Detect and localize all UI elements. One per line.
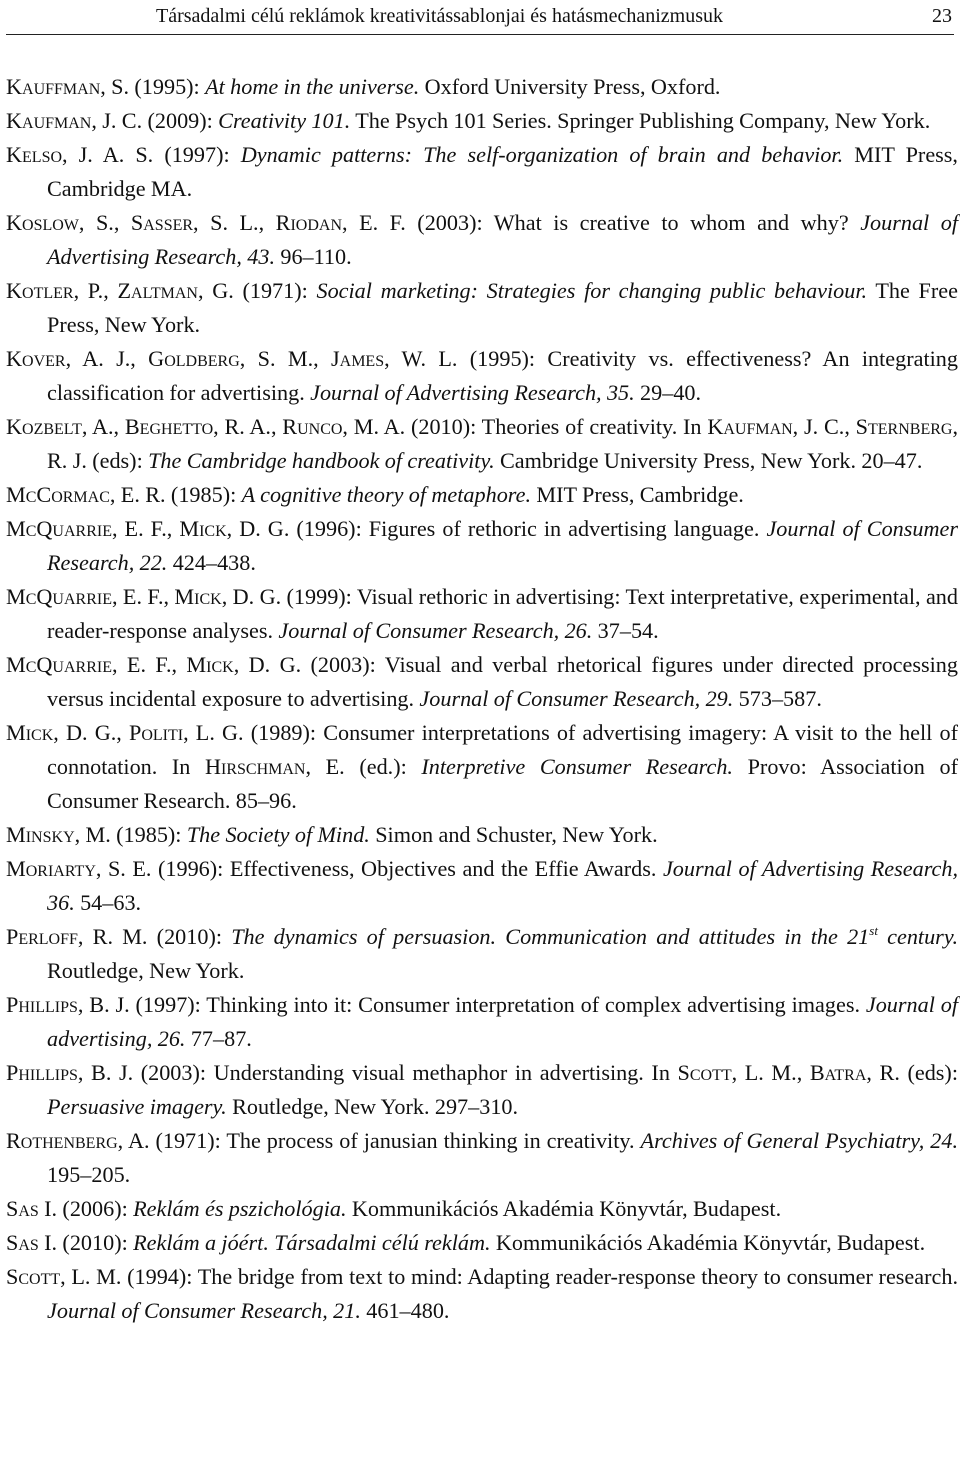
- reference-authors: Perloff, R. M.: [6, 924, 148, 949]
- reference-title: Reklám a jóért. Társadalmi célú reklám.: [133, 1230, 491, 1255]
- reference-authors: Koslow, S., Sasser, S. L., Riodan, E. F.: [6, 210, 406, 235]
- reference-text: Cambridge University Press, New York. 20–47.: [494, 448, 923, 473]
- reference-title: Journal of Advertising Research, 36.: [47, 856, 958, 915]
- reference-text: Routledge, New York. 297–310.: [226, 1094, 519, 1119]
- reference-title: The Society of Mind.: [186, 822, 370, 847]
- reference-authors: Rothenberg, A.: [6, 1128, 150, 1153]
- reference-text: MIT Press, Cambridge.: [531, 482, 744, 507]
- reference-entry: [6, 1260, 958, 1328]
- reference-text: (2003): Visual and verbal rhetorical figures under directed processing versus incidental exposure to advertising.: [47, 652, 958, 711]
- reference-text: (1985):: [165, 482, 242, 507]
- reference-entry: [6, 988, 958, 1056]
- reference-entry: [6, 138, 958, 206]
- reference-authors: Scott, L. M.: [6, 1264, 122, 1289]
- reference-text: 77–87.: [185, 1026, 252, 1051]
- reference-text: (1971): The process of janusian thinking in creativity.: [149, 1128, 641, 1153]
- reference-text: (1985):: [110, 822, 187, 847]
- reference-title: Reklám és pszichológia.: [133, 1196, 347, 1221]
- reference-authors: Phillips, B. J.: [6, 992, 130, 1017]
- reference-text: (1996): Effectiveness, Objectives and the Effie Awards.: [151, 856, 663, 881]
- reference-title: Creativity 101.: [218, 108, 351, 133]
- reference-title: century.: [877, 924, 958, 949]
- reference-text: Kommunikációs Akadémia Könyvtár, Budapest.: [490, 1230, 926, 1255]
- running-header: [6, 4, 954, 35]
- reference-authors: Kelso, J. A. S.: [6, 142, 154, 167]
- reference-entry: [6, 104, 958, 138]
- reference-superscript: st: [869, 923, 878, 938]
- reference-text: 461–480.: [360, 1298, 450, 1323]
- reference-title: Persuasive imagery.: [47, 1094, 227, 1119]
- reference-authors: Mick, D. G., Politi, L. G.: [6, 720, 244, 745]
- reference-authors: Kaufman, J. C.: [6, 108, 143, 133]
- reference-entry: [6, 580, 958, 648]
- reference-entry: [6, 1226, 958, 1260]
- reference-text: 37–54.: [592, 618, 659, 643]
- reference-text: Oxford University Press, Oxford.: [419, 74, 721, 99]
- reference-title: A cognitive theory of metaphore.: [241, 482, 532, 507]
- reference-text: (2006):: [57, 1196, 134, 1221]
- reference-authors: Sas I.: [6, 1196, 58, 1221]
- reference-title: Dynamic patterns: The self-organization of brain and behavior.: [240, 142, 844, 167]
- reference-entry: [6, 1056, 958, 1124]
- reference-text: (2010):: [57, 1230, 134, 1255]
- reference-editors: Hirschman, E.: [205, 754, 345, 779]
- reference-text: (2003): What is creative to whom and why?: [405, 210, 861, 235]
- reference-entry: [6, 852, 958, 920]
- page-number: 23: [932, 5, 952, 27]
- reference-authors: McCormac, E. R.: [6, 482, 166, 507]
- reference-title: At home in the universe.: [205, 74, 420, 99]
- reference-authors: McQuarrie, E. F., Mick, D. G.: [6, 516, 290, 541]
- reference-title: The Cambridge handbook of creativity.: [148, 448, 495, 473]
- reference-entry: [6, 920, 958, 988]
- reference-title: Journal of Consumer Research, 21.: [47, 1298, 361, 1323]
- reference-title: Journal of advertising, 26.: [47, 992, 958, 1051]
- reference-authors: Kotler, P., Zaltman, G.: [6, 278, 234, 303]
- reference-text: 424–438.: [167, 550, 256, 575]
- reference-text: 573–587.: [733, 686, 822, 711]
- reference-authors: Sas I.: [6, 1230, 58, 1255]
- reference-text: (1999): Visual rethoric in advertising: Text interpretative, experimental, and reader-response analyses.: [47, 584, 958, 643]
- reference-entry: [6, 342, 958, 410]
- reference-entry: [6, 716, 958, 818]
- reference-text: (1994): The bridge from text to mind: Adapting reader-response theory to consumer research.: [121, 1264, 958, 1289]
- reference-text: 29–40.: [634, 380, 702, 405]
- reference-title: Journal of Consumer Research, 22.: [47, 516, 958, 575]
- reference-text: (2010): Theories of creativity. In: [405, 414, 708, 439]
- reference-title: Archives of General Psychiatry, 24.: [640, 1128, 958, 1153]
- reference-authors: Kover, A. J., Goldberg, S. M., James, W. L.: [6, 346, 458, 371]
- reference-text: (1997): Thinking into it: Consumer interpretation of complex advertising images.: [129, 992, 866, 1017]
- reference-entry: [6, 274, 958, 342]
- reference-editors: Kaufman, J. C., Sternberg, R. J.: [47, 414, 958, 473]
- reference-text: (2009):: [142, 108, 219, 133]
- reference-title: Journal of Consumer Research, 29.: [419, 686, 734, 711]
- reference-entry: [6, 648, 958, 716]
- reference-text: The Free Press, New York.: [47, 278, 958, 337]
- reference-authors: Kozbelt, A., Beghetto, R. A., Runco, M. A.: [6, 414, 406, 439]
- reference-text: (eds):: [86, 448, 149, 473]
- reference-text: (1989): Consumer interpretations of advertising imagery: A visit to the hell of connotation. In: [47, 720, 958, 779]
- reference-text: MIT Press, Cambridge MA.: [47, 142, 958, 201]
- reference-authors: McQuarrie, E. F., Mick, D. G.: [6, 652, 302, 677]
- running-header-title: Társadalmi célú reklámok kreativitássablonjai és hatásmechanizmusuk: [156, 5, 724, 27]
- reference-text: The Psych 101 Series. Springer Publishing Company, New York.: [350, 108, 931, 133]
- reference-text: (ed.):: [344, 754, 422, 779]
- reference-text: 195–205.: [47, 1162, 131, 1187]
- reference-title: Social marketing: Strategies for changing public behaviour.: [316, 278, 868, 303]
- reference-text: (2010):: [147, 924, 232, 949]
- reference-authors: Moriarty, S. E.: [6, 856, 152, 881]
- reference-title: The dynamics of persuasion. Communication and attitudes in the 21: [231, 924, 870, 949]
- reference-entry: [6, 818, 958, 852]
- reference-title: Journal of Consumer Research, 26.: [278, 618, 593, 643]
- reference-text: Provo: Association of Consumer Research. 85–96.: [47, 754, 958, 813]
- reference-editors: Scott, L. M., Batra, R.: [677, 1060, 900, 1085]
- reference-text: (2003): Understanding visual methaphor in advertising. In: [133, 1060, 678, 1085]
- reference-text: 54–63.: [74, 890, 142, 915]
- reference-title: Journal of Advertising Research, 35.: [310, 380, 635, 405]
- reference-entry: [6, 206, 958, 274]
- reference-text: (1995): Creativity vs. effectiveness? An integrating classification for advertising.: [47, 346, 958, 405]
- reference-entry: [6, 1124, 958, 1192]
- reference-entry: [6, 70, 958, 104]
- reference-entry: [6, 1192, 958, 1226]
- reference-text: (1995):: [129, 74, 206, 99]
- reference-authors: McQuarrie, E. F., Mick, D. G.: [6, 584, 282, 609]
- reference-text: (1971):: [233, 278, 317, 303]
- reference-title: Journal of Advertising Research, 43.: [47, 210, 958, 269]
- reference-entry: [6, 410, 958, 478]
- reference-text: (1997):: [153, 142, 241, 167]
- reference-entry: [6, 512, 958, 580]
- reference-text: Kommunikációs Akadémia Könyvtár, Budapest.: [346, 1196, 782, 1221]
- reference-entry: [6, 478, 958, 512]
- reference-title: Interpretive Consumer Research.: [421, 754, 733, 779]
- reference-authors: Minsky, M.: [6, 822, 111, 847]
- reference-authors: Phillips, B. J.: [6, 1060, 134, 1085]
- reference-text: 96–110.: [275, 244, 352, 269]
- reference-text: Routledge, New York.: [47, 958, 245, 983]
- reference-authors: Kauffman, S.: [6, 74, 130, 99]
- reference-list: [6, 70, 958, 1328]
- reference-text: (eds):: [899, 1060, 958, 1085]
- reference-text: Simon and Schuster, New York.: [369, 822, 658, 847]
- reference-text: (1996): Figures of rethoric in advertising language.: [289, 516, 767, 541]
